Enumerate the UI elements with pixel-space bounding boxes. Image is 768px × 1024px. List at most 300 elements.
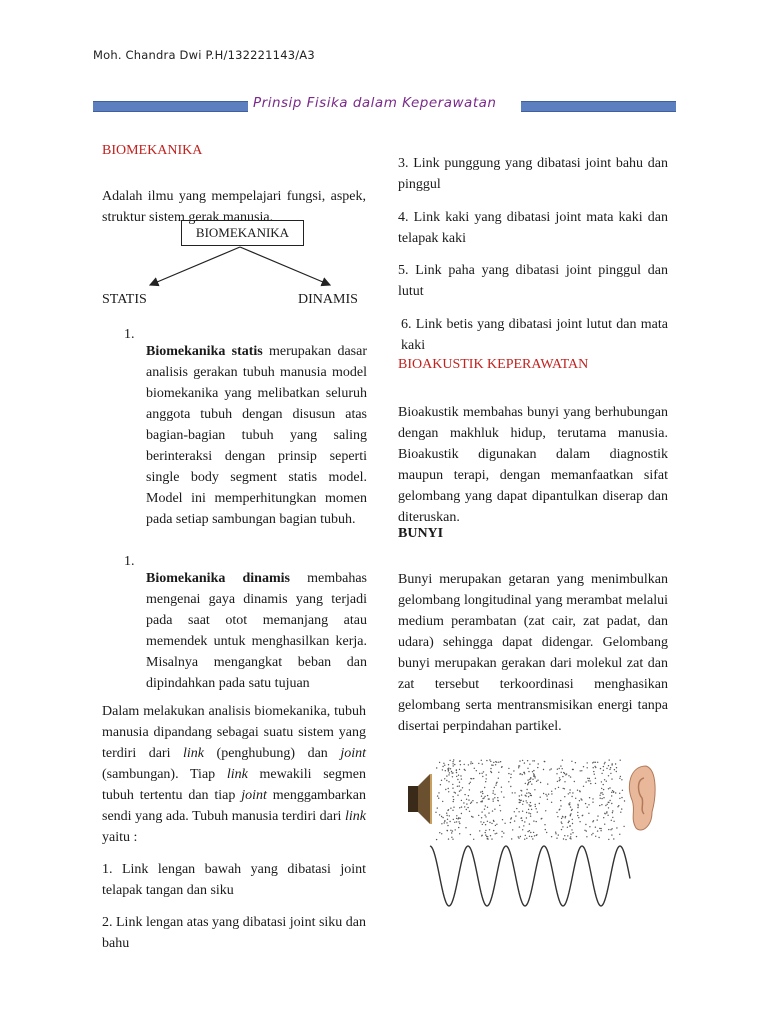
air-particle (570, 833, 571, 834)
air-particle (609, 800, 610, 801)
air-particle (529, 830, 530, 831)
air-particle (611, 795, 612, 796)
air-particle (458, 821, 459, 822)
air-particle (593, 762, 594, 763)
air-particle (508, 768, 509, 769)
air-particle (533, 773, 534, 774)
author-line: Moh. Chandra Dwi P.H/132221143/A3 (93, 48, 315, 62)
air-particle (455, 829, 456, 830)
air-particle (437, 807, 438, 808)
air-particle (522, 760, 523, 761)
air-particle (537, 780, 538, 781)
air-particle (592, 802, 593, 803)
air-particle (527, 831, 528, 832)
air-particle (595, 762, 596, 763)
air-particle (500, 810, 501, 811)
air-particle (485, 805, 486, 806)
air-particle (536, 834, 537, 835)
air-particle (534, 777, 535, 778)
air-particle (591, 834, 592, 835)
air-particle (460, 764, 461, 765)
air-particle (449, 821, 450, 822)
air-particle (442, 817, 443, 818)
air-particle (604, 824, 605, 825)
air-particle (601, 804, 602, 805)
air-particle (609, 759, 610, 760)
air-particle (485, 781, 486, 782)
air-particle (461, 800, 462, 801)
air-particle (492, 810, 493, 811)
air-particle (444, 820, 445, 821)
air-particle (526, 793, 527, 794)
air-particle (564, 796, 565, 797)
air-particle (579, 800, 580, 801)
air-particle (543, 769, 544, 770)
air-particle (538, 763, 539, 764)
air-particle (461, 778, 462, 779)
air-particle (587, 767, 588, 768)
air-particle (481, 811, 482, 812)
air-particle (531, 809, 532, 810)
air-particle (453, 819, 454, 820)
analysis-paragraph: Dalam melakukan analisis biomekanika, tubuh manusia dipandang sebagai suatu sistem yang terdiri dari link (penghubung) dan joint (sambungan). Tiap link mewakili segmen tubuh tertentu dan tiap joint menggambarkan sendi yang ada. Tubuh manusia terdiri dari link yaitu : (102, 704, 367, 845)
air-particle (487, 838, 488, 839)
air-particle (450, 768, 451, 769)
air-particle (471, 802, 472, 803)
air-particle (612, 812, 613, 813)
air-particle (494, 809, 495, 810)
air-particle (624, 800, 625, 801)
air-particle (479, 773, 480, 774)
ear-icon (629, 766, 655, 830)
air-particle (570, 776, 571, 777)
air-particle (448, 781, 449, 782)
air-particle (586, 830, 587, 831)
air-particle (510, 777, 511, 778)
air-particle (559, 809, 560, 810)
air-particle (448, 770, 449, 771)
air-particle (491, 823, 492, 824)
air-particle (452, 788, 453, 789)
air-particle (619, 798, 620, 799)
air-particle (482, 824, 483, 825)
air-particle (466, 799, 467, 800)
air-particle (450, 830, 451, 831)
air-particle (496, 762, 497, 763)
air-particle (571, 761, 572, 762)
air-particle (562, 768, 563, 769)
air-particle (581, 770, 582, 771)
air-particle (600, 828, 601, 829)
air-particle (533, 775, 534, 776)
air-particle (451, 771, 452, 772)
air-particle (592, 833, 593, 834)
air-particle (568, 803, 569, 804)
link-item: 1. Link lengan bawah yang dibatasi joint telapak tangan dan siku (102, 862, 366, 898)
air-particle (481, 817, 482, 818)
air-particle (501, 766, 502, 767)
air-particle (570, 838, 571, 839)
air-particle (595, 827, 596, 828)
air-particle (502, 819, 503, 820)
air-particle (594, 774, 595, 775)
air-particle (560, 765, 561, 766)
air-particle (529, 764, 530, 765)
air-particle (484, 815, 485, 816)
air-particle (511, 838, 512, 839)
air-particle (537, 767, 538, 768)
air-particle (560, 800, 561, 801)
air-particle (518, 837, 519, 838)
air-particle (533, 770, 534, 771)
banner-title: Prinsip Fisika dalam Keperawatan (253, 95, 497, 111)
air-particle (452, 784, 453, 785)
air-particle (592, 798, 593, 799)
air-particle (593, 771, 594, 772)
air-particle (446, 813, 447, 814)
air-particle (452, 776, 453, 777)
air-particle (597, 819, 598, 820)
air-particle (530, 802, 531, 803)
air-particle (607, 804, 608, 805)
air-particle (594, 766, 595, 767)
air-particle (447, 768, 448, 769)
air-particle (528, 792, 529, 793)
air-particle (484, 796, 485, 797)
air-particle (457, 779, 458, 780)
air-particle (545, 794, 546, 795)
air-particle (448, 791, 449, 792)
air-particle (454, 822, 455, 823)
air-particle (563, 838, 564, 839)
air-particle (567, 827, 568, 828)
air-particle (493, 801, 494, 802)
air-particle (595, 778, 596, 779)
air-particle (577, 807, 578, 808)
air-particle (621, 797, 622, 798)
arrow-to-dinamis (240, 247, 330, 285)
diagram-label-statis: STATIS (102, 292, 147, 307)
air-particle (561, 821, 562, 822)
air-particle (481, 773, 482, 774)
air-particle (501, 836, 502, 837)
air-particle (603, 784, 604, 785)
air-particle (598, 837, 599, 838)
air-particle (485, 824, 486, 825)
air-particle (572, 819, 573, 820)
air-particle (489, 759, 490, 760)
air-particle (476, 770, 477, 771)
air-particle (448, 838, 449, 839)
air-particle (485, 832, 486, 833)
air-particle (578, 805, 579, 806)
air-particle (571, 809, 572, 810)
air-particle (522, 820, 523, 821)
air-particle (551, 768, 552, 769)
air-particle (478, 815, 479, 816)
air-particle (526, 838, 527, 839)
air-particle (451, 832, 452, 833)
air-particle (518, 836, 519, 837)
air-particle (514, 820, 515, 821)
air-particle (510, 786, 511, 787)
air-particle (571, 829, 572, 830)
air-particle (528, 782, 529, 783)
air-particle (603, 770, 604, 771)
air-particle (481, 760, 482, 761)
air-particle (536, 808, 537, 809)
air-particle (559, 768, 560, 769)
air-particle (526, 789, 527, 790)
air-particle (611, 828, 612, 829)
air-particle (491, 764, 492, 765)
air-particle (561, 829, 562, 830)
air-particle (588, 804, 589, 805)
air-particle (523, 825, 524, 826)
air-particle (489, 829, 490, 830)
title-banner (93, 97, 676, 115)
air-particle (611, 820, 612, 821)
air-particle (532, 771, 533, 772)
air-particle (602, 794, 603, 795)
air-particle (555, 833, 556, 834)
air-particle (469, 783, 470, 784)
air-particle (490, 768, 491, 769)
air-particle (547, 783, 548, 784)
air-particle (586, 836, 587, 837)
air-particle (492, 793, 493, 794)
air-particle (479, 830, 480, 831)
air-particle (527, 783, 528, 784)
air-particle (460, 760, 461, 761)
air-particle (448, 774, 449, 775)
air-particle (448, 809, 449, 810)
air-particle (620, 776, 621, 777)
air-particle (535, 804, 536, 805)
air-particle (456, 818, 457, 819)
air-particle (458, 775, 459, 776)
air-particle (530, 813, 531, 814)
air-particle (606, 768, 607, 769)
air-particle (526, 812, 527, 813)
air-particle (484, 809, 485, 810)
air-particle (535, 806, 536, 807)
air-particle (589, 826, 590, 827)
sound-wave-figure (400, 748, 666, 914)
air-particle (493, 830, 494, 831)
air-particle (449, 772, 450, 773)
air-particle (613, 821, 614, 822)
air-particle (603, 797, 604, 798)
air-particle (572, 792, 573, 793)
air-particle (576, 836, 577, 837)
air-particle (522, 811, 523, 812)
air-particle (522, 829, 523, 830)
air-particle (527, 779, 528, 780)
air-particle (556, 812, 557, 813)
air-particle (580, 798, 581, 799)
air-particle (617, 806, 618, 807)
air-particle (572, 832, 573, 833)
air-particle (610, 767, 611, 768)
air-particle (441, 833, 442, 834)
air-particle (606, 811, 607, 812)
air-particle (437, 795, 438, 796)
air-particle (555, 788, 556, 789)
air-particle (530, 777, 531, 778)
air-particle (519, 826, 520, 827)
air-particle (611, 792, 612, 793)
air-particle (487, 807, 488, 808)
air-particle (496, 782, 497, 783)
air-particle (532, 838, 533, 839)
air-particle (518, 811, 519, 812)
air-particle (499, 805, 500, 806)
air-particle (601, 792, 602, 793)
air-particle (474, 768, 475, 769)
air-particle (562, 816, 563, 817)
air-particle (620, 760, 621, 761)
air-particle (526, 800, 527, 801)
air-particle (609, 769, 610, 770)
air-particle (589, 797, 590, 798)
air-particle (446, 775, 447, 776)
air-particle (534, 835, 535, 836)
air-particle (560, 805, 561, 806)
air-particle (515, 815, 516, 816)
air-particle (587, 807, 588, 808)
air-particle (530, 781, 531, 782)
air-particle (621, 808, 622, 809)
air-particle (600, 798, 601, 799)
air-particle (470, 803, 471, 804)
air-particle (452, 830, 453, 831)
air-particle (570, 806, 571, 807)
air-particle (585, 803, 586, 804)
air-particle (493, 790, 494, 791)
air-particle (543, 793, 544, 794)
air-particle (480, 821, 481, 822)
air-particle (453, 799, 454, 800)
air-particle (446, 780, 447, 781)
air-particle (438, 792, 439, 793)
air-particle (619, 834, 620, 835)
air-particle (495, 785, 496, 786)
air-particle (490, 835, 491, 836)
air-particle (492, 765, 493, 766)
air-particle (488, 812, 489, 813)
air-particle (459, 823, 460, 824)
air-particle (558, 834, 559, 835)
air-particle (605, 805, 606, 806)
air-particle (587, 778, 588, 779)
link-item: 6. Link betis yang dibatasi joint lutut dan mata kaki (401, 317, 668, 353)
intro-paragraph: Adalah ilmu yang mempelajari fungsi, aspek, struktur sistem gerak manusia. (102, 189, 366, 225)
air-particle (482, 776, 483, 777)
air-particle (443, 763, 444, 764)
air-particle (508, 773, 509, 774)
air-particle (442, 801, 443, 802)
air-particle (448, 788, 449, 789)
air-particle (459, 785, 460, 786)
air-particle (457, 786, 458, 787)
air-particle (556, 838, 557, 839)
air-particle (592, 762, 593, 763)
air-particle (604, 779, 605, 780)
air-particle (524, 821, 525, 822)
air-particle (468, 764, 469, 765)
air-particle (496, 824, 497, 825)
air-particle (441, 823, 442, 824)
air-particle (512, 792, 513, 793)
air-particle (608, 775, 609, 776)
air-particle (562, 826, 563, 827)
air-particle (501, 791, 502, 792)
air-particle (444, 765, 445, 766)
air-particle (486, 774, 487, 775)
air-particle (570, 814, 571, 815)
air-particle (569, 792, 570, 793)
air-particle (561, 772, 562, 773)
air-particle (540, 797, 541, 798)
air-particle (575, 798, 576, 799)
air-particle (503, 832, 504, 833)
air-particle (557, 769, 558, 770)
air-particle (482, 798, 483, 799)
air-particle (454, 792, 455, 793)
air-particle (448, 764, 449, 765)
air-particle (599, 795, 600, 796)
air-particle (446, 822, 447, 823)
air-particle (565, 816, 566, 817)
air-particle (473, 839, 474, 840)
air-particle (601, 788, 602, 789)
air-particle (513, 770, 514, 771)
air-particle (488, 798, 489, 799)
air-particle (577, 790, 578, 791)
air-particle (615, 792, 616, 793)
air-particle (589, 780, 590, 781)
air-particle (460, 818, 461, 819)
air-particle (600, 830, 601, 831)
air-particle (571, 796, 572, 797)
air-particle (503, 797, 504, 798)
air-particle (529, 836, 530, 837)
air-particle (518, 767, 519, 768)
air-particle (467, 807, 468, 808)
air-particle (466, 803, 467, 804)
air-particle (469, 789, 470, 790)
air-particle (514, 811, 515, 812)
air-particle (580, 770, 581, 771)
air-particle (603, 789, 604, 790)
air-particle (546, 832, 547, 833)
air-particle (528, 796, 529, 797)
air-particle (519, 802, 520, 803)
air-particle (464, 770, 465, 771)
air-particle (530, 816, 531, 817)
air-particle (545, 829, 546, 830)
air-particle (603, 766, 604, 767)
air-particle (464, 794, 465, 795)
air-particle (526, 802, 527, 803)
air-particle (461, 806, 462, 807)
air-particle (468, 799, 469, 800)
air-particle (453, 807, 454, 808)
air-particle (504, 823, 505, 824)
air-particle (493, 821, 494, 822)
air-particle (603, 817, 604, 818)
